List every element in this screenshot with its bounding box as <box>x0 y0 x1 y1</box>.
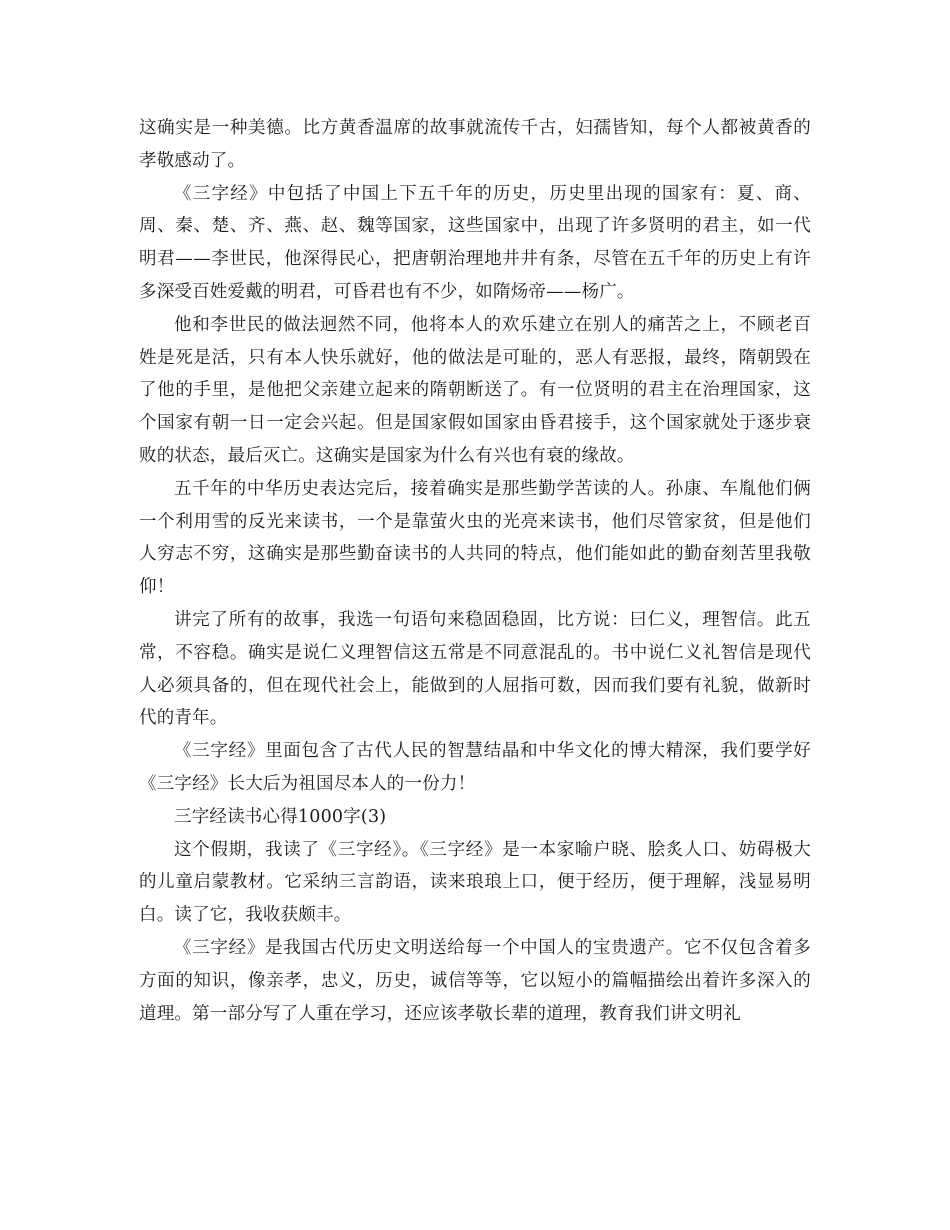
paragraph-continuation: 这确实是一种美德。比方黄香温席的故事就流传千古，妇孺皆知，每个人都被黄香的孝敬感动了。 <box>139 118 811 171</box>
document-body <box>139 112 811 1030</box>
paragraph: 这个假期，我读了《三字经》。《三字经》是一本家喻户晓、脍炙人口、妨碍极大的儿童启蒙教材。它采纳三言韵语，读来琅琅上口，便于经历，便于理解，浅显易明白。读了它，我收获颇丰。 <box>139 839 811 926</box>
paragraph: 讲完了所有的故事，我选一句语句来稳固稳固，比方说：曰仁义，理智信。此五常，不容稳。确实是说仁义理智信这五常是不同意混乱的。书中说仁义礼智信是现代人必须具备的，但在现代社会上，能做到的人屈指可数，因而我们要有礼貌，做新时代的青年。 <box>139 609 811 729</box>
paragraph: 他和李世民的做法迥然不同，他将本人的欢乐建立在别人的痛苦之上，不顾老百姓是死是活，只有本人快乐就好，他的做法是可耻的，恶人有恶报，最终，隋朝毁在了他的手里，是他把父亲建立起来的隋朝断送了。有一位贤明的君主在治理国家，这个国家有朝一日一定会兴起。但是国家假如国家由昏君接手，这个国家就处于逐步衰败的状态，最后灭亡。这确实是国家为什么有兴也有衰的缘故。 <box>139 314 811 466</box>
paragraph: 五千年的中华历史表达完后，接着确实是那些勤学苦读的人。孙康、车胤他们俩一个利用雪的反光来读书，一个是靠萤火虫的光亮来读书，他们尽管家贫，但是他们人穷志不穷，这确实是那些勤奋读书的人共同的特点，他们能如此的勤奋刻苦里我敬仰！ <box>139 478 811 598</box>
paragraph: 《三字经》中包括了中国上下五千年的历史，历史里出现的国家有：夏、商、周、秦、楚、齐、燕、赵、魏等国家，这些国家中，出现了许多贤明的君主，如一代明君——李世民，他深得民心，把唐朝治理地井井有条，尽管在五千年的历史上有许多深受百姓爱戴的明君，可昏君也有不少，如隋炀帝——杨广。 <box>139 183 811 302</box>
paragraph: 《三字经》是我国古代历史文明送给每一个中国人的宝贵遗产。它不仅包含着多方面的知识，像亲孝，忠义，历史，诚信等等，它以短小的篇幅描绘出着许多深入的道理。第一部分写了人重在学习，还应该孝敬长辈的道理，教育我们讲文明礼 <box>139 937 811 1024</box>
paragraph: 《三字经》里面包含了古代人民的智慧结晶和中华文化的博大精深，我们要学好《三字经》长大后为祖国尽本人的一份力！ <box>139 741 811 794</box>
section-heading: 三字经读书心得1000字(3) <box>174 806 387 827</box>
